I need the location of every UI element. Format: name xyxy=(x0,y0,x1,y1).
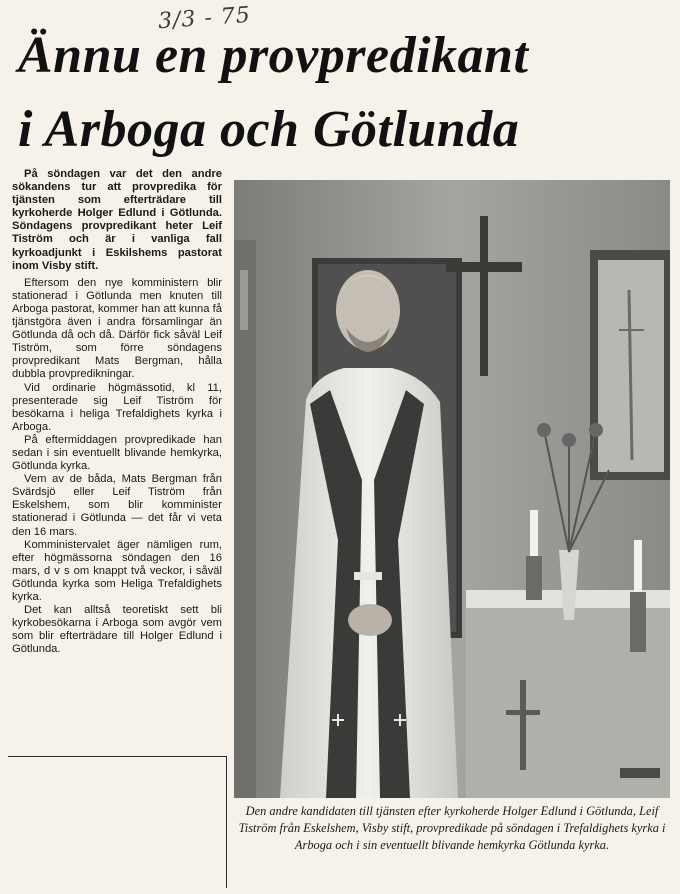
article-paragraph: Det kan alltså teoretiskt sett bli kyrkobesökarna i Arboga som avgör vem som blir efterträdare till Holger Edlund i Götlunda. xyxy=(12,604,222,656)
article-paragraph: Vem av de båda, Mats Bergman från Svärdsjö eller Leif Tiström från Eskelshem, som blir komminister stationerad i Götlunda — det får vi veta den 16 mars. xyxy=(12,473,222,538)
article-lead: På söndagen var det den andre sökandens tur att provpredika för tjänsten som efterträdare till kyrkoherde Holger Edlund i Götlunda. Söndagens provpredikant heter Leif Tiström och är i vanliga fall kyrkoadjunkt i Eskilshems pastorat inom Visby stift. xyxy=(12,168,222,272)
article-photo xyxy=(234,180,670,798)
article-paragraph: Eftersom den nye komministern blir stationerad i Götlunda men knuten till Arboga pastorat, kommer han att kunna få tjänstgöra även i andra församlingar än Götlunda då och då. Därför fick såväl Leif Tiström, som förre söndagens provpredikant Mats Bergman, hålla dubbla provpredikningar. xyxy=(12,276,222,381)
photo-caption: Den andre kandidaten till tjänsten efter kyrkoherde Holger Edlund i Götlunda, Leif Tiström från Eskelshem, Visby stift, provpredikade på söndagen i Trefaldighets kyrka i Arboga och i sin eventuellt blivande hemkyrka Götlunda kyrka. xyxy=(238,804,666,852)
article-paragraph: På eftermiddagen provpredikade han sedan i sin eventuellt blivande hemkyrka, Götlunda kyrka. xyxy=(12,433,222,473)
article-paragraph: Komministervalet äger nämligen rum, efter högmässorna söndagen den 16 mars, d v s om knappt två veckor, i såväl Götlunda kyrka som Heliga Trefaldighets kyrka. xyxy=(12,538,222,603)
article-paragraph: Vid ordinarie högmässotid, kl 11, presenterade sig Leif Tiström för besökarna i heliga Trefaldighets kyrka i Arboga. xyxy=(12,381,222,433)
handwritten-date: 3/3 - 75 xyxy=(157,2,252,35)
article-column xyxy=(12,168,222,656)
column-rule xyxy=(226,756,227,888)
photo-illustration xyxy=(234,180,670,798)
column-rule xyxy=(8,756,226,757)
headline-line-1: Ännu en provpredikant xyxy=(18,27,529,84)
headline-line-2: i Arboga och Götlunda xyxy=(18,101,520,158)
